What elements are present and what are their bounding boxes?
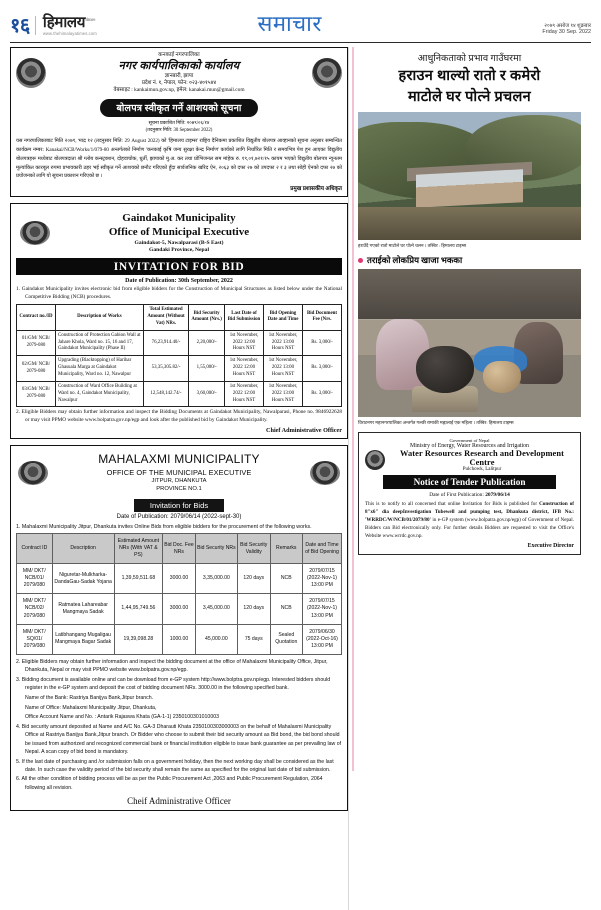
mahalaxmi-place: JITPUR, DHANKUTA <box>151 477 207 484</box>
headline-line-2: माटोले घर पोत्ने प्रचलन <box>407 89 532 106</box>
cell-validity: 75 days <box>238 624 271 654</box>
tender-place: Pulchowk, Lalitpur <box>462 466 502 472</box>
section-title: समाचार <box>257 11 322 36</box>
bullet-dot-icon <box>358 258 363 263</box>
cell-open-date: 1st November, 2022 13:00 Hours NST <box>264 381 303 407</box>
col-bid-doc-fee: Bid Doc. Fee NRs <box>163 534 196 564</box>
gaindakot-notice-ad <box>10 203 348 439</box>
tender-date-row <box>365 492 574 498</box>
col-remarks: Remarks <box>270 534 303 564</box>
kankai-notice-ad <box>10 47 348 197</box>
cell-desc: Ratmatea Lahareabar Mangmaya Sadak <box>52 594 114 624</box>
col-contract-id: Contract ID <box>17 534 53 564</box>
mahalaxmi-banner: Invitation for Bids <box>134 499 224 512</box>
mahalaxmi-publication-date: Date of Publication: 2079/06/14 (2022-sept-30) <box>116 514 242 521</box>
left-column <box>10 47 348 910</box>
tender-body-part2: in e-GP system (www.bolpatra.gov.np/egp) of Government of Nepal. Bidders can Bid electronically only. For further details Bidders are requested to visit the Office's Website www.wrrdc.gov.np. <box>365 517 574 540</box>
cell-fee: Rs. 3,000/- <box>303 356 342 382</box>
cell-last-date: 1st November, 2022 12:00 Hours NST <box>225 330 264 356</box>
cell-id: 01/GM/ NCB/ 2079-080 <box>17 330 56 356</box>
gaindakot-publication-date: Date of Publication: 30th September, 2022 <box>125 278 233 285</box>
cell-amount: 53,35,305.82/- <box>143 356 189 382</box>
article-headline <box>358 66 581 108</box>
article-photo-street-food <box>358 269 581 417</box>
cell-remarks: Sealed Quotation <box>270 624 303 654</box>
table-row <box>17 356 342 382</box>
cell-fee: Rs. 3,000/- <box>303 330 342 356</box>
gaindakot-address1: Gaindakot-5, Nawalparasi (B-S East) <box>134 239 224 246</box>
table-row <box>17 563 342 593</box>
photo2-clay-pot <box>483 361 521 394</box>
cell-desc: Latibhangang Mugaligau Mangmaya Bagar Sadak <box>52 624 114 654</box>
article-kicker: आधुनिकताको प्रभाव गाउँघरमा <box>417 54 522 64</box>
mahalaxmi-note-2: 2. Eligible Bidders may obtain further information and inspect the bidding document at the office of Mahalaxmi Municipality Office, Jitpur, Dhankuta, Nepal or may visit PPMO website www.bolpatra.gov.np/egp. <box>16 659 328 674</box>
cell-id: 03/GM/ NCB/ 2079-080 <box>17 381 56 407</box>
mahalaxmi-subtitle: OFFICE OF THE MUNICIPAL EXECUTIVE <box>106 468 252 478</box>
logo-wordmark: हिमालय$^{times}$ <box>42 14 96 31</box>
photo2-black-pot <box>416 346 474 393</box>
cell-last-date: 1st November, 2022 12:00 Hours NST <box>225 356 264 382</box>
photo-house-wall <box>416 169 523 208</box>
table-row <box>17 381 342 407</box>
kankai-municipality-name: कनकाई नगरपालिका <box>158 52 200 58</box>
cell-last-date: 1st November, 2022 12:00 Hours NST <box>225 381 264 407</box>
headline-line-1: हराउन थाल्यो रातो र कमेरो <box>398 68 541 84</box>
kankai-header <box>16 52 342 94</box>
cell-security: 45,000.00 <box>195 624 237 654</box>
cell-opening: 2079/07/15 (2022-Nov-1) 13:00 PM <box>303 563 342 593</box>
kankai-notice-date-np: सूचना प्रकाशित मिति: २०७९/०६/१४ <box>148 120 210 126</box>
cell-remarks: NCB <box>270 563 303 593</box>
kankai-office-title: नगर कार्यपालिकाको कार्यालय <box>118 60 240 73</box>
col-bid-doc-fee: Bid Document Fee (Nrs. <box>303 305 342 331</box>
kankai-signature: प्रमुख प्रशासकीय अधिकृत <box>290 186 342 193</box>
tender-date-label: Date of First Publication: <box>429 491 484 498</box>
wrrdc-emblem-icon <box>365 450 385 470</box>
cell-security: 2,20,000/- <box>189 330 225 356</box>
tender-body <box>365 500 574 541</box>
tender-ministry: Ministry of Energy, Water Resources and Irrigation <box>410 442 529 449</box>
mahalaxmi-bid-table <box>16 533 342 655</box>
cell-id: MM/ DKT/ NCB/01/ 2079/080 <box>17 563 53 593</box>
col-total-estimated: Total Estimated Amount (Without Vat) NRs. <box>143 305 189 331</box>
tender-body-part1: This is to notify to all concerned that online Invitation for Bids is published for <box>365 500 540 507</box>
cell-id: MM/ DKT/ SQ/01/ 2079/080 <box>17 624 53 654</box>
mahalaxmi-emblem-icon <box>18 461 48 485</box>
cell-desc: Niguretar-Mulkharka-DandaGau-Sadak Yojana <box>52 563 114 593</box>
dateline-english: Friday 30 Sep. 2022 <box>542 29 591 36</box>
masthead <box>0 0 601 40</box>
kankai-notice-date-en: (तदनुसार मिति: 30 September 2022) <box>145 128 213 134</box>
tender-body-bold: Construction of 8"x6" dia deepInvestigation Tubewell and pumping test, Dhankuta district, IFB No.: 'WRRDC/W/NCB/01/2079/80' <box>365 500 574 524</box>
cell-opening: 2079/06/30 (2022-Oct-16) 13:00 PM <box>303 624 342 654</box>
cell-open-date: 1st November, 2022 13:00 Hours NST <box>264 356 303 382</box>
cell-amount: 19,39,098.28 <box>114 624 163 654</box>
publication-logo[interactable] <box>10 16 97 36</box>
cell-opening: 2079/07/15 (2022-Nov-1) 13:00 PM <box>303 594 342 624</box>
municipality-seal-icon <box>312 58 342 88</box>
photo-ground <box>358 207 581 240</box>
kankai-contact: वेबसाइट : kankaimun.gov.np, इमेल: kanakai.mun@gmail.com <box>113 87 245 94</box>
tender-signature: Executive Director <box>527 542 574 549</box>
tender-title-row <box>365 449 574 472</box>
tender-date-value: 2079/06/14 <box>485 491 510 498</box>
col-bid-opening: Date and Time of Bid Opening <box>303 534 342 564</box>
cell-fee: 3000.00 <box>163 563 196 593</box>
cell-desc: Upgrading (Blacktopping) of Harihar Ghasuala Marga at Gaindakot Municipality, Ward no. 12, Nawalpur <box>56 356 144 382</box>
cell-fee: Rs. 3,000/- <box>303 381 342 407</box>
gaindakot-address2: Gandaki Province, Nepal <box>148 246 210 253</box>
cell-security: 1,55,000/- <box>189 356 225 382</box>
mahalaxmi-note-3: 3. Bidding document is available online and can be download from e-GP system http://www.bolptra.gov.np/egp. Interested bidders should register in the e-GP system and deposit the cost of bidding document NRs. 3000.00 in the following specified bank. <box>16 677 331 692</box>
table-row <box>17 330 342 356</box>
cell-amount: 1,44,95,749.56 <box>114 594 163 624</box>
gaindakot-bid-table <box>16 304 342 407</box>
mahalaxmi-note-6: 6. All the other condition of bidding process will be as per the Public Procurement Act ,2063 and Public Procurement Regulation, 2064 following all revision. <box>16 776 323 791</box>
tender-centre-name: Water Resources Research and Development Centre <box>399 448 565 467</box>
mahalaxmi-note-3b: Name of Office: Mahalaxmi Municipality Jitpur, Dhankuta, <box>25 704 157 711</box>
dateline <box>542 23 591 36</box>
cell-security: 3,60,000/- <box>189 381 225 407</box>
tender-notice-ad <box>358 432 581 555</box>
mahalaxmi-title: MAHALAXMI MUNICIPALITY <box>98 452 260 467</box>
kankai-banner: बोलपत्र स्वीकृत गर्ने आशयको सूचना <box>100 99 257 117</box>
gaindakot-intro: 1. Gaindakot Municipality invites electronic bid from eligible bidders for the Construction of Municipal Structures as listed below under the National Competitive Bidding (NCB) procedures. <box>16 286 342 301</box>
mahalaxmi-seal-icon <box>310 461 340 485</box>
photo2-background-shop <box>358 269 581 319</box>
article-photo-village-house <box>358 112 581 240</box>
cell-amount: 12,548,142.74/- <box>143 381 189 407</box>
mahalaxmi-note-4: 4. Bid security amount deposited at Name and A/C No. GA-3 Dharauti Khata 2350100303000003 on the behalf of Mahalaxmi Municipality Office at Rastriya Banijya Bank,Jitpur branch. Or Bidder who choose to submit their bid security amount as Bid bond, the bid bond should be issued from authorized and recognized commercial bank or financial institution eligible to issue bank guarantee as per prevailing law of Nepal. A scan copy of bid bond is mandatory. <box>16 724 342 755</box>
gaindakot-banner: INVITATION FOR BID <box>16 258 342 275</box>
tender-gov-line: Government of Nepal <box>449 437 490 443</box>
col-description: Description <box>52 534 114 564</box>
cell-id: 02/GM/ NCB/ 2079-080 <box>17 356 56 382</box>
logo-divider <box>35 16 36 35</box>
col-bid-security-validity: Bid Security Validity <box>238 534 271 564</box>
logo-suffix: times <box>85 17 96 23</box>
col-estimated-amount: Estimated Amount NRs (With VAT & PS) <box>114 534 163 564</box>
article-photo-caption: हराउँदै गएको रातो माटोले घर पोत्ने चलन । तस्बिर : हिमालय टाइम्स <box>358 243 467 249</box>
dateline-nepali: २०७९ असोज १४ शुक्रबार <box>544 22 591 29</box>
col-bid-opening: Bid Opening Date and Time <box>264 305 303 331</box>
tender-banner: Notice of Tender Publication <box>383 475 556 489</box>
page-body <box>0 43 601 910</box>
article-photo2-caption: विराटनगर महानगरपालिका अन्तर्गत गल्छी रामाकी मह्लालाई एक महिला । तस्बिर: हिमालय टाइम्स <box>358 419 514 425</box>
gaindakot-subtitle: Office of Municipal Executive <box>108 226 250 239</box>
gaindakot-signature: Chief Administrative Officer <box>266 427 342 435</box>
mahalaxmi-note-3c: Office Account Name and No. : Antarik Rajaswa Khata (GA-1-1) 2350100301010003 <box>25 714 219 721</box>
mahalaxmi-header <box>16 450 342 495</box>
mahalaxmi-province: PROVINCE NO.1 <box>156 485 202 492</box>
cell-validity: 120 days <box>238 594 271 624</box>
mahalaxmi-intro: 1. Mahalaxmi Municipality Jitpur, Dhankuta invites Online Bids from eligible bidders for the procurement of the following works. <box>16 524 312 531</box>
cell-remarks: NCB <box>270 594 303 624</box>
gaindakot-title: Gaindakot Municipality <box>122 212 236 225</box>
nepal-emblem-icon <box>16 58 46 88</box>
article-subhead: तराईको लोकप्रिय खाजा भकका <box>367 254 463 265</box>
col-bid-security: Bid Security Amount (Nrs.) <box>189 305 225 331</box>
cell-fee: 3000.00 <box>163 594 196 624</box>
kankai-notice-body: यस नगरपालिकाबाट मिति २०७९, भाद्र १२ (तदनुसार मिति: 29 August 2022) को 'हिमालय टाइम्स' राष्ट्रिय दैनिकमा प्रकाशित विद्युतीय बोलपत्र आव्हानको सूचना अनुसार सम्बन्धित कार्यक्रम नम्बर: Kanakai/NCB/Works/1/079-80 अन्तर्गतको निर्माण 'कनकाई कृषि जन्य सुरक्षा केन्द्र निर्माण' कार्यको लागि निर्धारित मिति र समयभित्र पेश हुन आएका विद्युतीय बोलपत्रहरू मध्येबाट बोलपत्रदाता श्री ग्लोब कन्स्ट्रक्शन, दोहवाचोक, धुर्ती, झापाको मु.अ. कर तथा प्रोभिजनल सम मांहेक रु. १९,०१,७२१/१५ कायम भएको विद्युतीय बोलपत्र न्यूनतम मूल्यांकित कारबूल रुपमा प्रभावकारी ठहर भई स्वीकृत गर्ने आशयको छनौट गरिएको हुँदा सार्वजनिक खरिद ऐन, २०६३ को दफा २७ को उपदफा २ र ३ तथा सोही ऐनको दफा २७ को प्रयोजनको लागि यो सूचना प्रकाशन गरिएको छ । <box>16 138 342 180</box>
cell-security: 3,45,000.00 <box>195 594 237 624</box>
gaindakot-emblem-icon <box>20 221 50 245</box>
col-bid-security: Bid Security NRs <box>195 534 237 564</box>
mahalaxmi-signature: Cheif Administrative Officer <box>127 795 231 806</box>
cell-security: 3,35,000.00 <box>195 563 237 593</box>
cell-desc: Construction of Ward Office Building at Ward no. 4, Gaindakot Municipality, Nawalpur <box>56 381 144 407</box>
table-row <box>17 624 342 654</box>
kankai-province-phone: प्रदेश नं. १, नेपाल, फोन: ०२३-४०१५४४ <box>141 80 217 87</box>
table-row <box>17 594 342 624</box>
cell-amount: 1,39,59,511.68 <box>114 563 163 593</box>
col-description: Description of Works <box>56 305 144 331</box>
page-number: १६ <box>10 15 30 37</box>
gaindakot-note-2: 2. Eligible Bidders may obtain further information and inspect the Bidding Documents at Gaindakot Municipality, Nawalparasi, Phone no. 9846922628 or may visit PPMO website www.bolpatra.gov.np/egp and look after the published bid by Gaindakot Municipality. <box>16 409 342 424</box>
right-column <box>348 47 581 910</box>
table-header-row <box>17 534 342 564</box>
article-subhead-row <box>358 255 581 266</box>
cell-open-date: 1st November, 2022 13:00 Hours NST <box>264 330 303 356</box>
kankai-place: ज्ञानबारी, झापा <box>164 73 194 80</box>
cell-amount: 76,23,914.40/- <box>143 330 189 356</box>
col-contract-id: Contract no./ID <box>17 305 56 331</box>
cell-desc: Construction of Protection Gabion Wall at Jahare Khola, Ward no. 15, 16 and 17, Gaindakot Municipality (Phase II) <box>56 330 144 356</box>
cell-fee: 1000.00 <box>163 624 196 654</box>
mahalaxmi-note-5: 5. If the last date of purchasing and /or submission falls on a government holiday, then the next working day shall be considered as the last date. In such case the validity period of the bid security shall remain the same as specified for the original last date of bid submission. <box>16 758 334 773</box>
cell-validity: 120 days <box>238 563 271 593</box>
gaindakot-header <box>16 208 342 255</box>
table-header-row <box>17 305 342 331</box>
cell-id: MM/ DKT/ NCB/02/ 2079/080 <box>17 594 53 624</box>
mahalaxmi-notice-ad <box>10 445 348 811</box>
mahalaxmi-note-3a: Name of the Bank: Rastriya Banijya Bank,Jitpur branch. <box>25 694 154 701</box>
logo-website-url: www.thehimalayatimes.com <box>42 30 97 36</box>
col-last-date: Last Date of Bid Submission <box>225 305 264 331</box>
